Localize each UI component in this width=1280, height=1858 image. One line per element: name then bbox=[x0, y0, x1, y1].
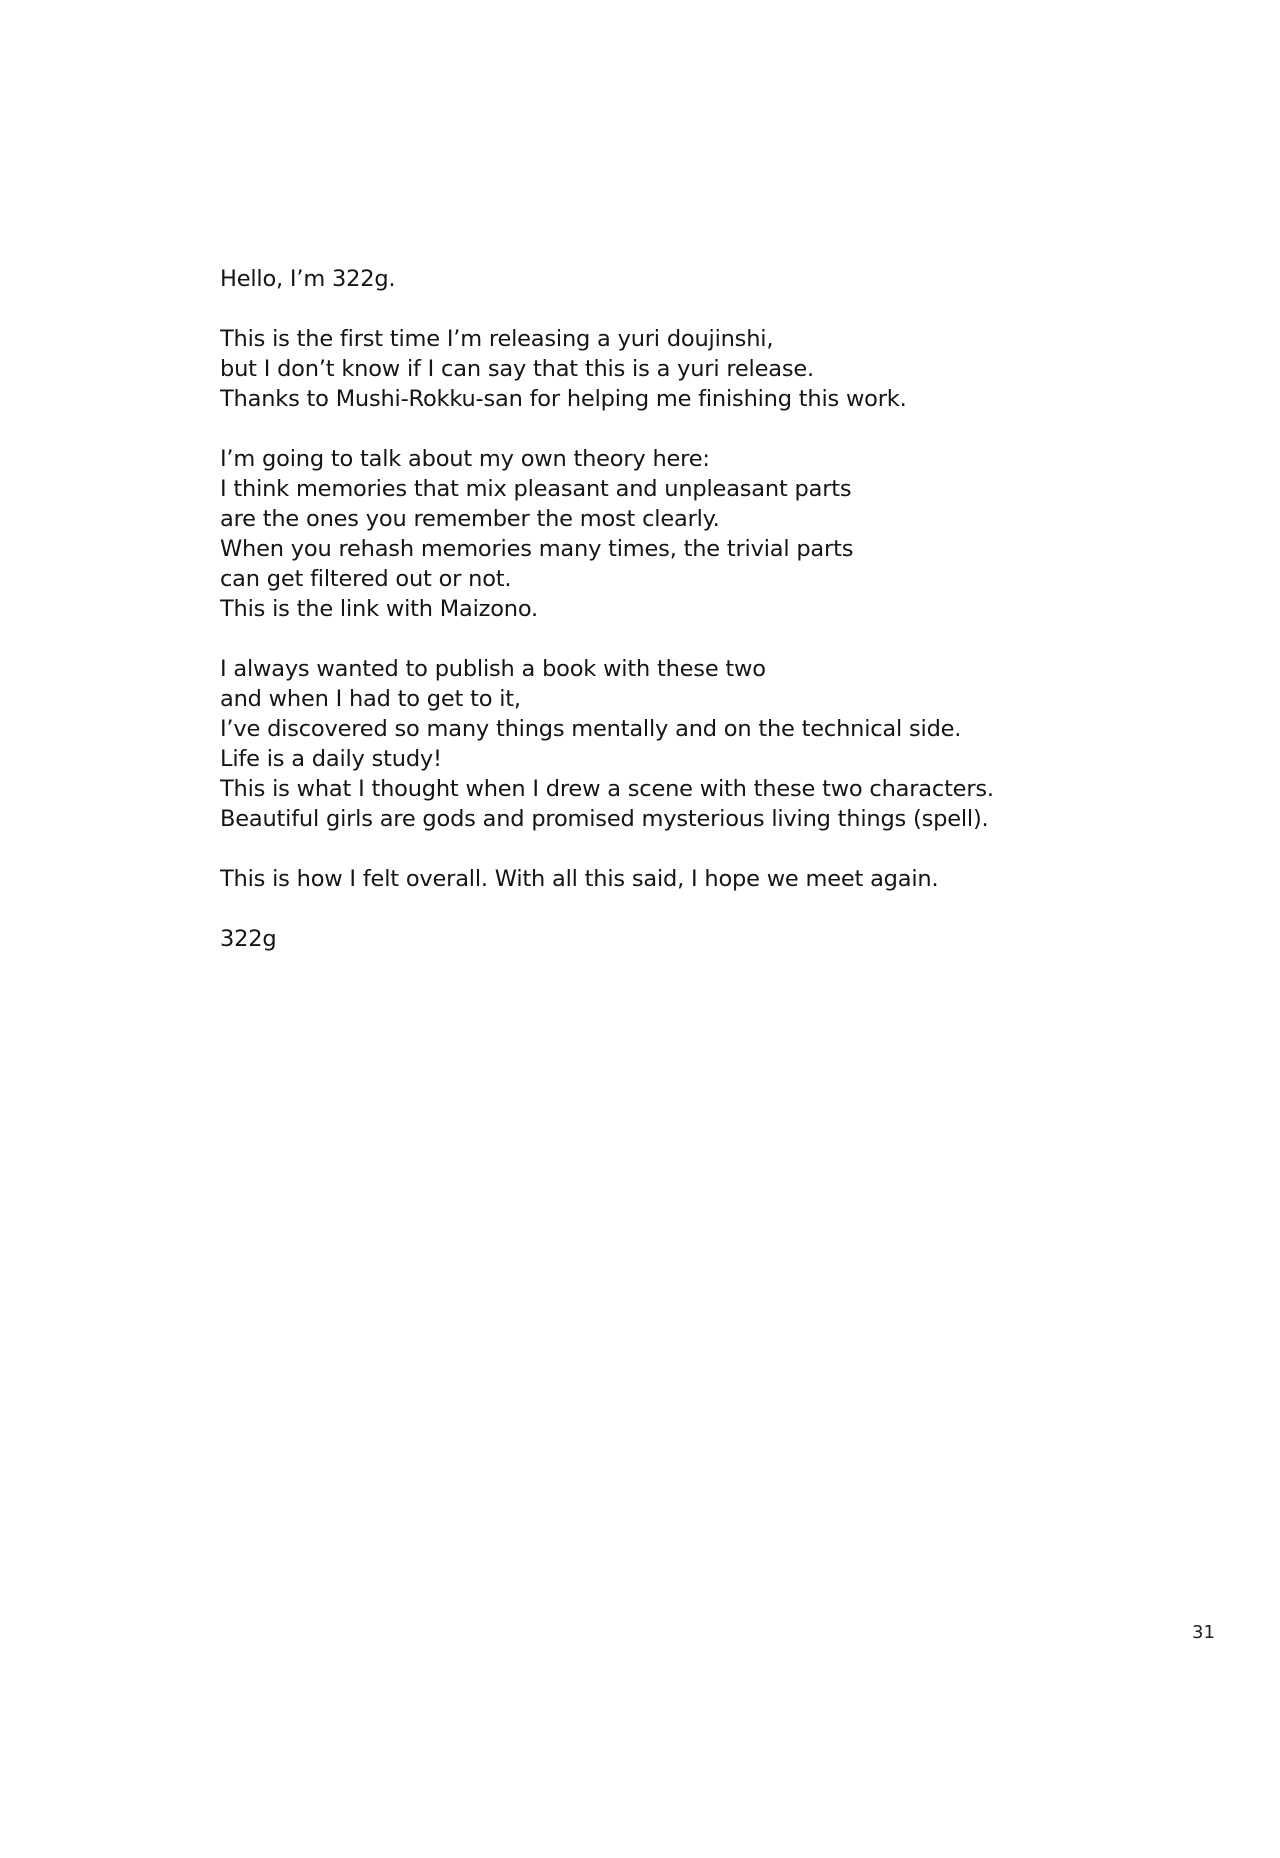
paragraph2-line: This is the link with Maizono. bbox=[220, 596, 538, 622]
signature: 322g bbox=[220, 926, 277, 952]
page-number: 31 bbox=[1192, 1622, 1215, 1643]
paragraph2-line: can get filtered out or not. bbox=[220, 566, 512, 592]
paragraph3-line: This is what I thought when I drew a scene with these two characters. bbox=[220, 776, 994, 802]
paragraph3-line: Life is a daily study! bbox=[220, 746, 442, 772]
paragraph-gap bbox=[220, 294, 1100, 324]
paragraph2-line: are the ones you remember the most clearly. bbox=[220, 506, 720, 532]
paragraph-gap bbox=[220, 414, 1100, 444]
paragraph-gap bbox=[220, 894, 1100, 924]
paragraph2-line: I’m going to talk about my own theory here: bbox=[220, 446, 710, 472]
closing-line: This is how I felt overall. With all this said, I hope we meet again. bbox=[220, 866, 939, 892]
paragraph2-line: I think memories that mix pleasant and unpleasant parts bbox=[220, 476, 852, 502]
paragraph1-line: but I don’t know if I can say that this is a yuri release. bbox=[220, 356, 814, 382]
paragraph3-line: Beautiful girls are gods and promised mysterious living things (spell). bbox=[220, 806, 989, 832]
paragraph-gap bbox=[220, 624, 1100, 654]
greeting-line: Hello, I’m 322g. bbox=[220, 266, 396, 292]
paragraph2-line: When you rehash memories many times, the trivial parts bbox=[220, 536, 854, 562]
paragraph1-line: This is the first time I’m releasing a yuri doujinshi, bbox=[220, 326, 774, 352]
paragraph3-line: and when I had to get to it, bbox=[220, 686, 521, 712]
paragraph1-line: Thanks to Mushi-Rokku-san for helping me finishing this work. bbox=[220, 386, 907, 412]
paragraph-gap bbox=[220, 834, 1100, 864]
paragraph3-line: I always wanted to publish a book with these two bbox=[220, 656, 766, 682]
afterword-text bbox=[220, 264, 1100, 954]
paragraph3-line: I’ve discovered so many things mentally and on the technical side. bbox=[220, 716, 962, 742]
